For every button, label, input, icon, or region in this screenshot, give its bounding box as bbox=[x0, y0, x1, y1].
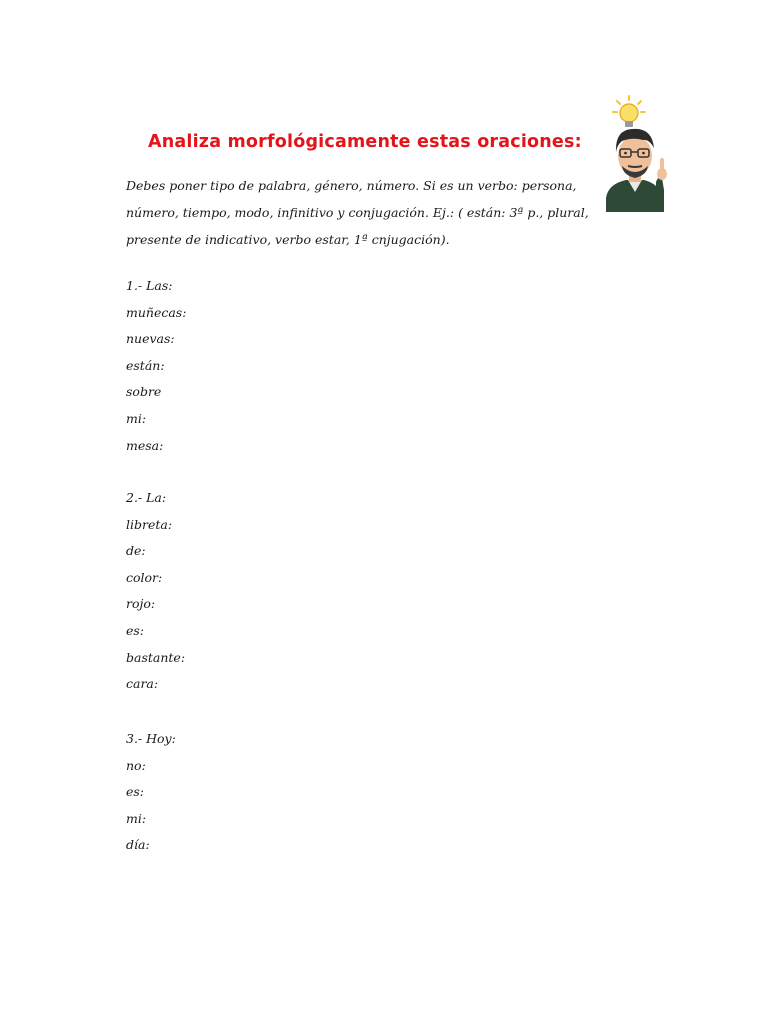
word-line: 3.- Hoy: bbox=[126, 731, 176, 746]
word-line: rojo: bbox=[126, 596, 156, 612]
sentence-3 bbox=[126, 731, 176, 864]
lightbulb-icon bbox=[613, 96, 645, 127]
word-line: muñecas: bbox=[126, 304, 187, 320]
word-line: mi: bbox=[126, 810, 147, 826]
instructions-line: número, tiempo, modo, infinitivo y conjugación. Ej.: ( están: 3ª p., plural, bbox=[126, 205, 589, 220]
word-line: color: bbox=[126, 569, 163, 585]
word-line: mesa: bbox=[126, 437, 164, 453]
instructions-line: presente de indicativo, verbo estar, 1ª cnjugación). bbox=[126, 232, 450, 247]
word-line: 2.- La: bbox=[126, 490, 167, 505]
word-line: nuevas: bbox=[126, 331, 175, 347]
word-line: están: bbox=[126, 357, 165, 373]
word-line: no: bbox=[126, 757, 146, 773]
instructions bbox=[126, 172, 589, 253]
teacher-avatar-icon bbox=[602, 94, 674, 212]
sentence-1 bbox=[126, 278, 186, 464]
sentence-2 bbox=[126, 490, 185, 703]
word-line: sobre bbox=[126, 384, 162, 400]
word-line: 1.- Las: bbox=[126, 278, 173, 293]
word-line: cara: bbox=[126, 676, 159, 692]
word-line: es: bbox=[126, 784, 145, 800]
word-line: mi: bbox=[126, 410, 147, 426]
word-line: día: bbox=[126, 837, 150, 853]
instructions-line: Debes poner tipo de palabra, género, número. Si es un verbo: persona, bbox=[126, 178, 577, 193]
page-title: Analiza morfológicamente estas oraciones: bbox=[148, 132, 582, 152]
word-line: de: bbox=[126, 543, 146, 559]
word-line: es: bbox=[126, 622, 145, 638]
word-line: libreta: bbox=[126, 516, 173, 532]
word-line: bastante: bbox=[126, 649, 186, 665]
